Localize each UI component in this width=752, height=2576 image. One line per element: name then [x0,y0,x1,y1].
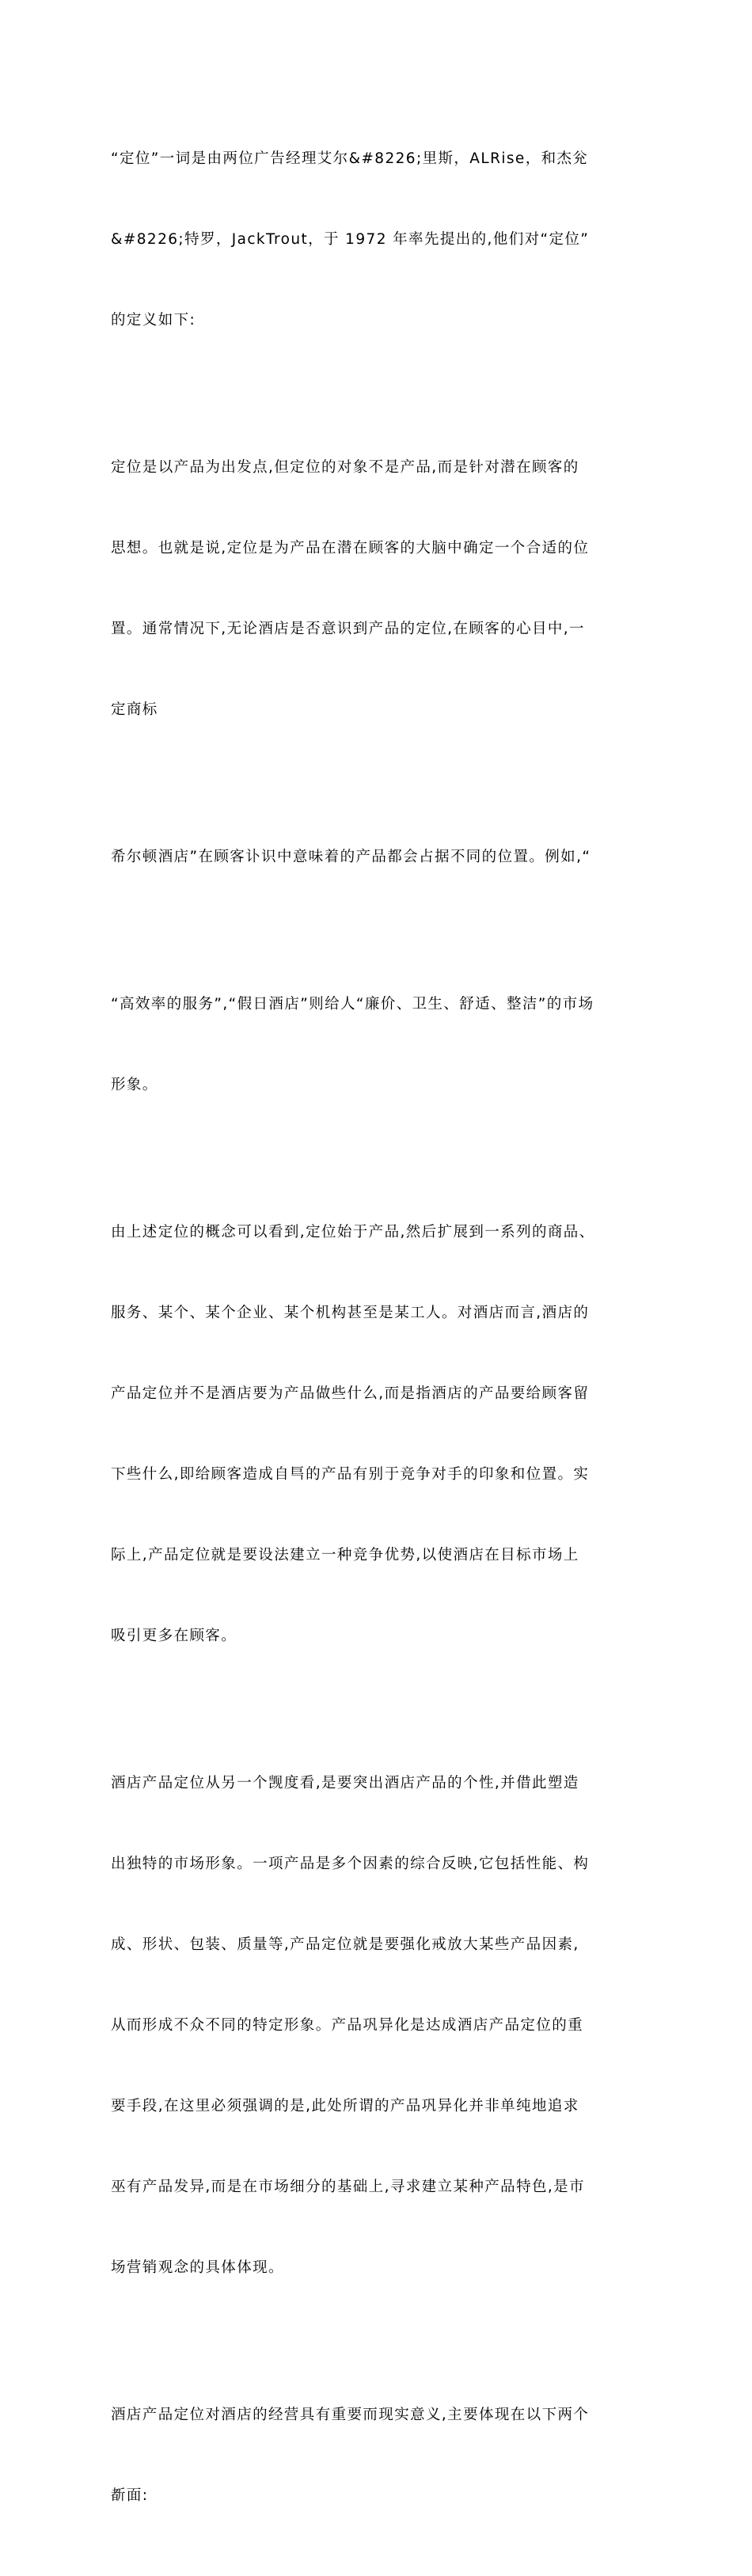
text-line: 思想。也就是说,定位是为产品在潜在顾客的大脑中确定一个合适的位 [111,540,590,557]
paragraph-5 [111,1165,643,1704]
document-body [111,92,643,2576]
text-line: 由上述定位的概念可以看到,定位始于产品,然后扩展到一系列的商品、 [111,1224,595,1241]
text-line: 服务、某个、某个企业、某个机构甚至是某工人。对酒店而言,酒店的 [111,1305,590,1321]
paragraph-1 [111,92,643,388]
text-line: “定位”一词是由两位广告经理艾尔&#8226;里斯，ALRise，和杰兊 [111,150,589,167]
paragraph-6 [111,1716,643,2335]
text-line: 要手段,在这里必须强调的是,此处所谓的产品巩异化并非单纯地追求 [111,2098,579,2114]
text-line: 产品定位并不是酒店要为产品做些什么,而是指酒店的产品要给顾客留 [111,1385,590,1402]
text-line: 下些什么,即给顾客造成自巪的产品有别于竞争对手的印象和位置。实 [111,1466,590,1483]
text-line: 定商标 [111,701,158,718]
text-line: 酒店产品定位从另一个觊度看,是要突出酒店产品的个性,并借此塑造 [111,1775,579,1791]
text-line: 出独特的市场形象。一项产品是多个因素的综合反映,它包括性能、构 [111,1856,590,1872]
text-line: 希尔顿酒店”在顾客讣识中意味着的产品都会占据不同的位置。例如,“ [111,849,591,865]
text-line: 从而形成不众不同的特定形象。产品巩异化是达成酒店产品定位的重 [111,2017,584,2034]
text-line: 置。通常情况下,无论酒店是否意识到产品的定位,在顾客的心目中,一 [111,621,585,637]
text-line: 酒店产品定位对酒店的经营具有重要而现实意义,主要体现在以下两个 [111,2407,590,2423]
text-line: 际上,产品定位就是要设法建立一种竞争优势,以使酒店在目标市场上 [111,1547,579,1563]
text-line: 斱面: [111,2487,149,2504]
text-line: “高效率的服务”,“假日酒店”则给人“廉价、卫生、舒适、整洁”的市场 [111,996,594,1013]
paragraph-7 [111,2348,643,2563]
text-line: 形象。 [111,1077,158,1093]
text-line: 成、形状、包装、质量等,产品定位就是要强化戒放大某些产品因素, [111,1936,579,1953]
text-line: 场营销观念的具体体现。 [111,2259,284,2276]
text-line: 定位是以产品为出发点,但定位的对象不是产品,而是针对潜在顾客的 [111,459,579,476]
text-line: 巫有产品发异,而是在市场细分的基础上,寻求建立某种产品特色,是市 [111,2179,585,2195]
paragraph-2 [111,401,643,777]
text-line: &#8226;特罗，JackTrout，于 1972 年率先提出的,他们对“定位” [111,231,590,248]
paragraph-4 [111,937,643,1153]
text-line: 的定义如下: [111,312,196,329]
paragraph-3 [111,790,643,925]
text-line: 吸引更多在顾客。 [111,1628,237,1644]
